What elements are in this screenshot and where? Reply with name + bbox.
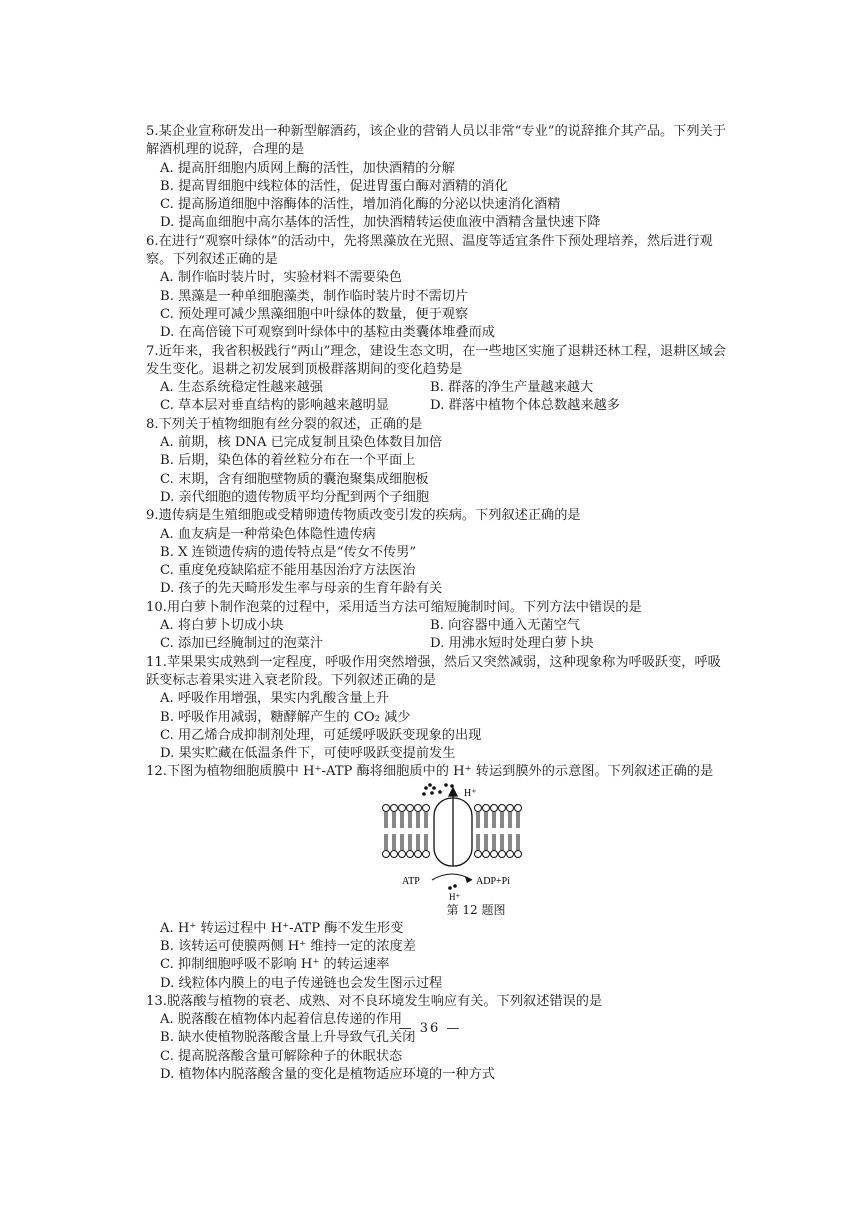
question-10 bbox=[146, 599, 726, 654]
question-6 bbox=[146, 233, 726, 343]
option-a: A. 制作临时装片时，实验材料不需要染色 bbox=[160, 270, 403, 286]
question-stem: 12.下图为植物细胞质膜中 H⁺-ATP 酶将细胞质中的 H⁺ 转运到膜外的示意图。下列叙述正确的是 bbox=[146, 764, 714, 780]
atp-label: ATP bbox=[402, 875, 420, 887]
question-stem: 13.脱落酸与植物的衰老、成熟、对不良环境发生响应有关。下列叙述错误的是 bbox=[146, 993, 603, 1009]
question-stem: 6.在进行“观察叶绿体”的活动中，先将黑藻放在光照、温度等适宜条件下预处理培养，然后进行观察。下列叙述正确的是 bbox=[146, 233, 713, 268]
option-b: B. 群落的净生产量越来越大 bbox=[430, 380, 594, 396]
question-stem: 10.用白萝卜制作泡菜的过程中，采用适当方法可缩短腌制时间。下列方法中错误的是 bbox=[146, 599, 642, 615]
options-row bbox=[146, 617, 726, 635]
h-atpase-diagram bbox=[372, 782, 542, 902]
proton-dots-inside bbox=[448, 884, 457, 890]
option-d: D. 线粒体内膜上的电子传递链也会发生图示过程 bbox=[160, 975, 443, 991]
option-d: D. 群落中植物个体总数越来越多 bbox=[430, 398, 620, 414]
option-d: D. 孩子的先天畸形发生率与母亲的生育年龄有关 bbox=[160, 581, 443, 597]
option-d: D. 提高血细胞中高尔基体的活性，加快酒精转运使血液中酒精含量快速下降 bbox=[160, 215, 601, 231]
option-d: D. 植物体内脱落酸含量的变化是植物适应环境的一种方式 bbox=[160, 1067, 495, 1083]
question-12 bbox=[146, 763, 726, 992]
option-c: C. 添加已经腌制过的泡菜汁 bbox=[160, 636, 324, 652]
option-b: B. 向容器中通入无菌空气 bbox=[430, 618, 580, 634]
question-13 bbox=[146, 993, 726, 1084]
option-b: B. X 连锁遗传病的遗传特点是“传女不传男” bbox=[160, 544, 417, 560]
question-7 bbox=[146, 343, 726, 416]
questions-block bbox=[146, 123, 726, 1084]
option-c: C. 提高脱落酸含量可解除种子的休眠状态 bbox=[160, 1048, 403, 1064]
page-number: — 36 — bbox=[398, 1021, 462, 1036]
option-b: B. 呼吸作用减弱，糖酵解产生的 CO₂ 减少 bbox=[160, 709, 411, 725]
question-stem: 11.苹果果实成熟到一定程度，呼吸作用突然增强，然后又突然减弱，这种现象称为呼吸跃变，呼吸跃变标志着果实进入衰老阶段。下列叙述正确的是 bbox=[146, 654, 721, 688]
question-stem: 7.近年来，我省积极践行“两山”理念，建设生态文明，在一些地区实施了退耕还林工程，退耕区域会发生变化。退耕之初发展到顶极群落期间的变化趋势是 bbox=[146, 343, 726, 377]
question-9 bbox=[146, 507, 726, 598]
option-d: D. 用沸水短时处理白萝卜块 bbox=[430, 636, 594, 652]
question-11 bbox=[146, 654, 726, 764]
page-footer bbox=[0, 1021, 860, 1036]
proton-dots-outside bbox=[422, 783, 454, 796]
option-b: B. 提高胃细胞中线粒体的活性，促进胃蛋白酶对酒精的消化 bbox=[160, 178, 508, 194]
option-a: A. 前期，核 DNA 已完成复制且染色体数目加倍 bbox=[160, 435, 443, 451]
option-b: B. 黑藻是一种单细胞藻类，制作临时装片时不需切片 bbox=[160, 288, 469, 304]
question-5 bbox=[146, 123, 726, 233]
option-a: A. 提高肝细胞内质网上酶的活性，加快酒精的分解 bbox=[160, 160, 455, 176]
question-8 bbox=[146, 416, 726, 507]
option-b: B. 该转运可使膜两侧 H⁺ 维持一定的浓度差 bbox=[160, 938, 416, 954]
option-a: A. 血友病是一种常染色体隐性遗传病 bbox=[160, 526, 376, 542]
option-a: A. H⁺ 转运过程中 H⁺-ATP 酶不发生形变 bbox=[160, 920, 404, 936]
h-plus-top-label: H⁺ bbox=[464, 787, 477, 799]
h-atpase-protein bbox=[434, 788, 472, 866]
option-d: D. 亲代细胞的遗传物质平均分配到两个子细胞 bbox=[160, 489, 430, 505]
question-stem: 9.遗传病是生殖细胞或受精卵遗传物质改变引发的疾病。下列叙述正确的是 bbox=[146, 508, 581, 524]
option-d: D. 果实贮藏在低温条件下，可使呼吸跃变提前发生 bbox=[160, 746, 456, 762]
option-b: B. 后期，染色体的着丝粒分布在一个平面上 bbox=[160, 453, 416, 469]
option-c: C. 预处理可减少黑藻细胞中叶绿体的数量，便于观察 bbox=[160, 306, 469, 322]
options-row bbox=[146, 635, 726, 653]
question-stem: 5.某企业宣称研发出一种新型解酒药，该企业的营销人员以非常“专业”的说辞推介其产品。下列关于解酒机理的说辞，合理的是 bbox=[146, 124, 726, 158]
option-d: D. 在高倍镜下可观察到叶绿体中的基粒由类囊体堆叠而成 bbox=[160, 325, 495, 341]
option-a: A. 呼吸作用增强，果实内乳酸含量上升 bbox=[160, 691, 389, 707]
membrane-figure bbox=[146, 782, 726, 902]
option-c: C. 用乙烯合成抑制剂处理，可延缓呼吸跃变现象的出现 bbox=[160, 727, 482, 743]
option-a: A. 生态系统稳定性越来越强 bbox=[160, 380, 323, 396]
question-stem: 8.下列关于植物细胞有丝分裂的叙述，正确的是 bbox=[146, 416, 423, 432]
option-c: C. 提高肠道细胞中溶酶体的活性，增加消化酶的分泌以快速消化酒精 bbox=[160, 197, 561, 213]
option-c: C. 草本层对垂直结构的影响越来越明显 bbox=[160, 398, 390, 414]
options-row bbox=[146, 379, 726, 397]
option-c: C. 抑制细胞呼吸不影响 H⁺ 的转运速率 bbox=[160, 957, 390, 973]
h-plus-bottom-label: H⁺ bbox=[449, 891, 461, 902]
option-b: B. 缺水使植物脱落酸含量上升导致气孔关闭 bbox=[160, 1030, 416, 1046]
adp-label: ADP+Pi bbox=[476, 875, 510, 887]
option-a: A. 脱落酸在植物体内起着信息传递的作用 bbox=[160, 1012, 403, 1028]
option-a: A. 将白萝卜切成小块 bbox=[160, 618, 284, 634]
figure-caption: 第 12 题图 bbox=[446, 902, 506, 917]
atp-hydrolysis-arrow bbox=[432, 874, 472, 883]
option-c: C. 末期，含有细胞壁物质的囊泡聚集成细胞板 bbox=[160, 471, 429, 487]
options-row bbox=[146, 397, 726, 415]
option-c: C. 重度免疫缺陷症不能用基因治疗方法医治 bbox=[160, 563, 416, 579]
